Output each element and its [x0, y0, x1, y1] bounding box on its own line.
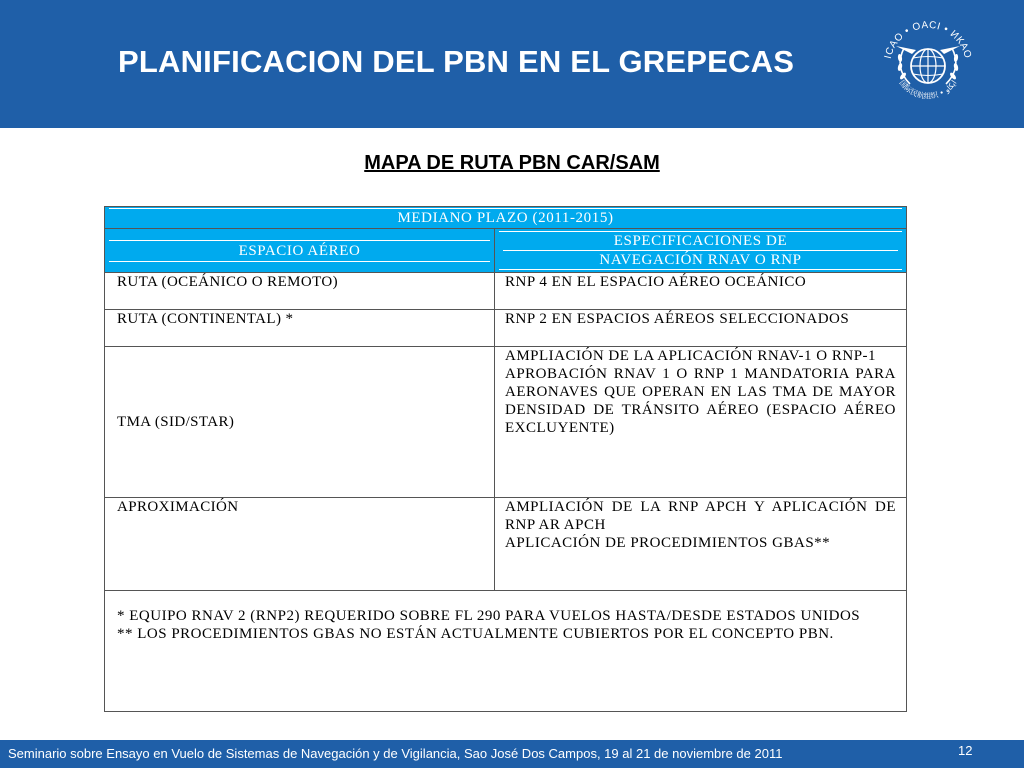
airspace-cell: RUTA (CONTINENTAL) * [105, 310, 495, 347]
airspace-cell: RUTA (OCEÁNICO O REMOTO) [105, 273, 495, 310]
spec-cell [495, 347, 907, 498]
column-header-spec-line1: ESPECIFICACIONES DE [503, 232, 898, 251]
table-row [105, 310, 907, 347]
period-header: MEDIANO PLAZO (2011-2015) [109, 208, 902, 227]
spec-cell: RNP 2 EN ESPACIOS AÉREOS SELECCIONADOS [495, 310, 907, 347]
footer-text: Seminario sobre Ensayo en Vuelo de Sistemas de Navegación y de Vigilancia, Sao José Dos Campos, 19 al 21 de noviembre de 2011 [8, 746, 783, 761]
period-header-cell [105, 207, 907, 229]
section-subtitle: MAPA DE RUTA PBN CAR/SAM [364, 152, 660, 174]
spec-paragraph: APLICACIÓN DE PROCEDIMIENTOS GBAS** [505, 535, 831, 551]
logo-text-bottom: 国际民航组织 • ايكاو [897, 78, 959, 101]
column-header-airspace: ESPACIO AÉREO [109, 240, 490, 262]
airspace-cell: APROXIMACIÓN [105, 498, 495, 591]
table-period-header-row [105, 207, 907, 229]
page-number: 12 [958, 743, 973, 758]
spec-paragraph: AMPLIACIÓN DE LA RNP APCH Y APLICACIÓN DE RNP AR APCH [505, 499, 896, 533]
table-row [105, 273, 907, 310]
table-row [105, 498, 907, 591]
logo-text-top: ICAO • OACI • ИКАО [882, 19, 974, 60]
column-header-spec-line2: NAVEGACIÓN RNAV O RNP [599, 252, 802, 268]
pbn-roadmap-table [104, 206, 907, 712]
footer-bar [0, 740, 1024, 768]
airspace-cell: TMA (SID/STAR) [105, 347, 495, 498]
spec-cell: RNP 4 EN EL ESPACIO AÉREO OCEÁNICO [495, 273, 907, 310]
notes-cell [105, 591, 907, 712]
footnote: * EQUIPO RNAV 2 (RNP2) REQUERIDO SOBRE FL 290 PARA VUELOS HASTA/DESDE ESTADOS UNIDOS [117, 608, 861, 624]
spec-paragraph: APROBACIÓN RNAV 1 O RNP 1 MANDATORIA PARA AERONAVES QUE OPERAN EN LAS TMA DE MAYOR DENSIDAD DE TRÁNSITO AÉREO (ESPACIO AÉREO EXCLUYENTE) [505, 366, 896, 436]
footnote: ** LOS PROCEDIMIENTOS GBAS NO ESTÁN ACTUALMENTE CUBIERTOS POR EL CONCEPTO PBN. [117, 626, 834, 642]
column-header-airspace-cell [105, 229, 495, 273]
spec-cell [495, 498, 907, 591]
icao-emblem-icon [876, 10, 980, 118]
table-row [105, 347, 907, 498]
table-notes-row [105, 591, 907, 712]
header-bar [0, 0, 1024, 128]
table-column-header-row [105, 229, 907, 273]
column-header-spec-cell [495, 229, 907, 273]
slide-title: PLANIFICACION DEL PBN EN EL GREPECAS [118, 44, 795, 79]
spec-paragraph: AMPLIACIÓN DE LA APLICACIÓN RNAV-1 O RNP-1 [505, 348, 877, 364]
